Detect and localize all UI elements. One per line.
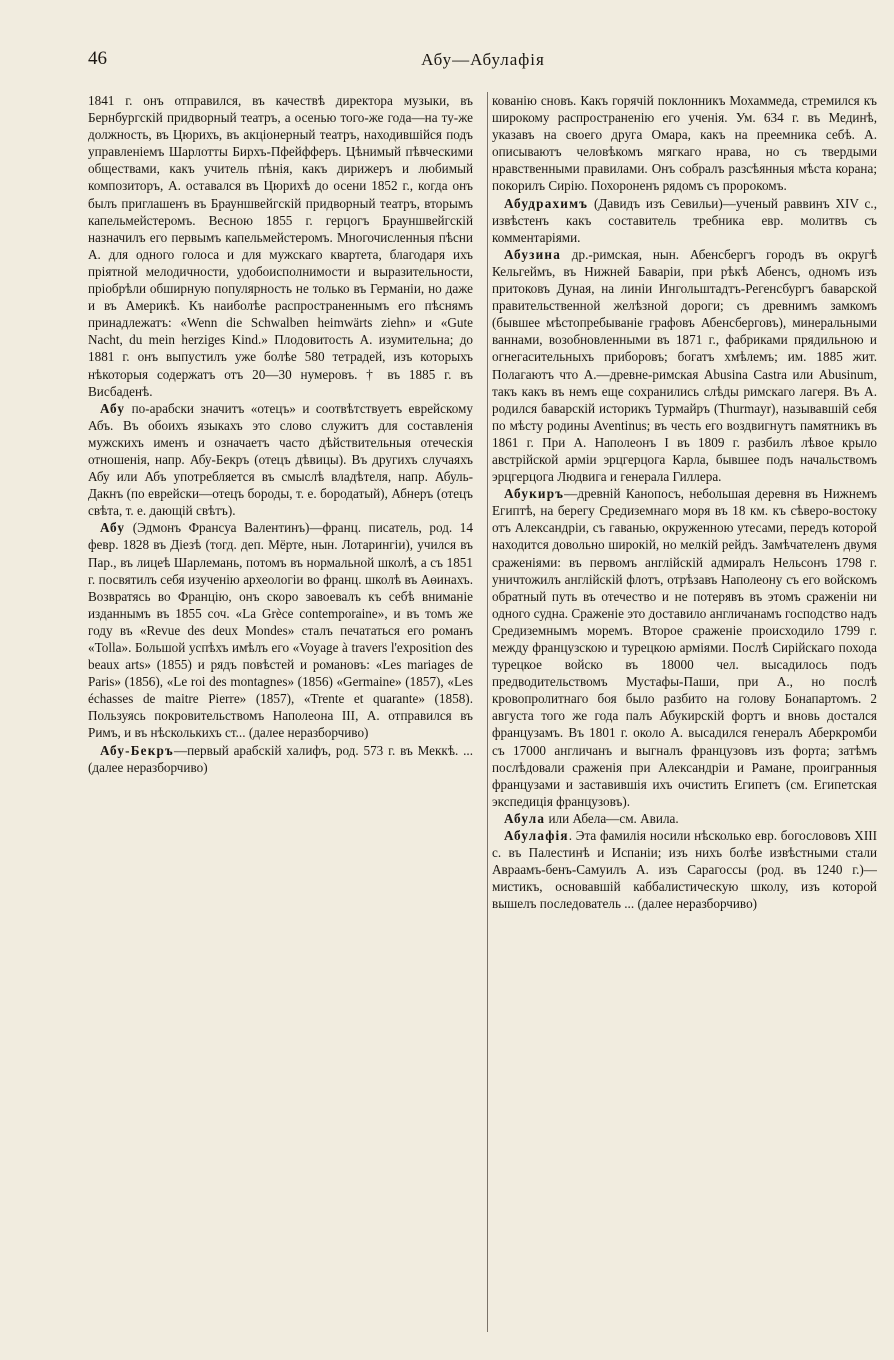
article-continuation [492, 92, 877, 195]
headword: Абулафія [504, 828, 569, 844]
article-entry [88, 742, 473, 776]
left-column [88, 92, 473, 1354]
headword: Абузина [504, 246, 562, 262]
headword: Абу [100, 520, 126, 536]
article-entry [492, 246, 877, 485]
headword: Абу-Бекръ [100, 742, 174, 758]
entry-text: или Абела—см. Авила. [545, 810, 679, 826]
headword: Абу [100, 400, 126, 416]
entry-text: —первый арабскій халифъ, род. 573 г. въ Меккѣ. ... (далее неразборчиво) [88, 742, 473, 775]
page-number: 46 [88, 48, 107, 69]
entry-text: кованію сновъ. Какъ горячій поклонникъ Мохаммеда, стремился къ широкому распространенію его ученія. Ум. 634 г. въ Мединѣ, указавъ на своего друга Омара, какъ на преемника себѣ. А. описываютъ человѣкомъ мягкаго нрава, но съ твердыми нравственными правилами. Онъ собралъ разсѣянныя мѣста корана; покорилъ Сирію. Похороненъ рядомъ съ пророкомъ. [492, 93, 877, 194]
article-entry [492, 810, 877, 827]
entry-text: по-арабски значитъ «отецъ» и соотвѣтствуетъ еврейскому Абъ. Въ обоихъ языкахъ это слово служитъ для составленія мужскихъ именъ и означаетъ часто дѣйствительныя отеческія отношенія, напр. Абу-Бекръ (отецъ дѣвицы). Въ другихъ случаяхъ Абу или Абъ употребляется въ смыслѣ владѣтеля, напр. Абуль-Дакнъ (по еврейски—отецъ бороды, т. е. бородатый), Абнеръ (отецъ свѣта, т. е. дающій свѣтъ). [88, 400, 473, 519]
headword: Абула [504, 810, 546, 826]
article-entry [492, 827, 877, 912]
article-entry [492, 485, 877, 810]
article-entry [88, 519, 473, 741]
article-continuation [88, 92, 473, 400]
running-title: Абу—Абулафія [421, 50, 545, 69]
right-column [492, 92, 877, 1354]
headword: Абукиръ [504, 486, 565, 502]
article-entry [88, 400, 473, 520]
article-entry [492, 195, 877, 246]
entry-text: 1841 г. онъ отправился, въ качествѣ директора музыки, въ Бернбургскій придворный театръ, а осенью того-же года—на ту-же должность, въ Цюрихъ, въ акціонерный театръ, находившійся подъ управленіемъ Шарлотты Бирхъ-Пфейфферъ. Цѣнимый пѣвческими обществами, какъ учитель пѣнія, какъ дирижеръ и любимый композиторъ, А. оставался въ Цюрихѣ до осени 1852 г., когда онъ былъ приглашенъ въ Брауншвейгскій придворный театръ, вторымъ капельмейстеромъ. Весною 1855 г. герцогъ Брауншвейгскій назначилъ его первымъ капельмейстеромъ. Многочисленныя пѣсни А. для одного голоса и для мужскаго квартета, благодаря ихъ пріятной мелодичности, удобоисполнимости и выразительности, пріобрѣли обширную популярность не только въ Германіи, но даже и въ Америкѣ. Къ наиболѣе распространеннымъ его пѣснямъ принадлежатъ: «Wenn die Schwalben heimwärts ziehn» и «Gute Nacht, du mein herziges Kind.» Плодовитость А. изумительна; до 1881 г. онъ выпустилъ уже болѣе 580 тетрадей, изъ которыхъ нѣкоторыя содержатъ отъ 20—30 нумеровъ. † въ 1885 г. въ Висбаденѣ. [88, 93, 473, 399]
headword: Абудрахимъ [504, 195, 589, 211]
column-divider [487, 92, 488, 1332]
entry-text: —древній Канопосъ, небольшая деревня въ Нижнемъ Египтѣ, на берегу Средиземнаго моря въ 18 км. къ сѣверо-востоку отъ Александріи, съ гаванью, окруженною утесами, передъ которой находится довольно широкій, но мелкій рейдъ. Замѣчателенъ двумя сраженіями: въ первомъ англійскій адмиралъ Нельсонъ 1798 г. уничтожилъ англійскій флотъ, отрѣзавъ Наполеону съ его войскомъ обратный путь въ отечество и не потерявъ въ этомъ сраженіи ни одного судна. Сраженіе это доставило англичанамъ господство надъ Средиземнымъ моремъ. Второе сраженіе происходило 1799 г. между французскою и турецкою арміями. Послѣ Сирійскаго похода турецкое войско въ 18000 чел. высадилось подъ предводительствомъ Мустафы-Паши, при А., но послѣ кровопролитнаго боя было разбито на голову Бонапартомъ. 2 августа того же года палъ Абукирскій фортъ и вновь достался французамъ. Въ 1801 г. около А. высадился генералъ Аберкромби съ 17000 англичанъ и выгналъ французовъ изъ форта; затѣмъ послѣдовали сраженія при Александріи и Рамане, проигранныя французами и заставившія ихъ очистить Египетъ (см. Египетская экспедиція французовъ). [492, 486, 877, 809]
entry-text: (Эдмонъ Франсуа Валентинъ)—франц. писатель, род. 14 февр. 1828 въ Діезѣ (тогд. деп. Мёрте, нын. Лотарингіи), учился въ Пар., въ лицеѣ Шарлемань, потомъ въ нормальной школѣ, а съ 1851 г. посвятилъ себя изученію археологіи во франц. школѣ въ Аѳинахъ. Возвратясь во Францію, онъ скоро завоевалъ къ себѣ вниманіе изданнымъ въ 1855 соч. «La Grèce contemporaine», и въ томъ же году въ «Revue des deux Mondes» сталъ печататься его романъ «Tolla». Большой успѣхъ имѣлъ его «Voyage à travers l'exposition des beaux arts» (1855) и рядъ повѣстей и романовъ: «Les mariages de Paris» (1856), «Le roi des montagnes» (1856) «Germaine» (1857), «Les échasses de maitre Pierre» (1857), «Trente et quarante» (1858). Пользуясь покровительствомъ Наполеона III, А. отправился въ Римъ, и въ нѣсколькихъ ст... (далее неразборчиво) [88, 520, 473, 741]
entry-text: др.-римская, нын. Абенсбергъ городъ въ округѣ Кельгеймъ, въ Нижней Баваріи, при рѣкѣ Абенсъ, одномъ изъ притоковъ Дуная, на линіи Ингольштадтъ-Регенсбургъ баварской правительственной желѣзной дороги; съ древнимъ замкомъ (бывшее мѣстопребываніе графовъ Абенсберговъ), минеральными ваннами, возобновленными въ 1871 г., фабриками прядильною и огнегасительныхъ приборовъ; богатъ хмѣлемъ; им. 1885 жит. Полагаютъ что А.—древне-римская Abusina Castra или Abusinum, такъ какъ въ немъ еще сохранились слѣды римскаго лагеря. Въ А. родился баварскій историкъ Турмайръ (Thurmayr), называвшій себя по мѣсту родины Aventinus; въ честь его воздвигнутъ памятникъ въ 1861 г. При А. Наполеонъ I въ 1809 г. разбилъ лѣвое крыло австрійской арміи эрцгерцога Карла, бывшее подъ начальствомъ эрцгерцога Людвига и генерала Гиллера. [492, 246, 877, 485]
page-header [88, 48, 878, 76]
entry-text: . Эта фамилія носили нѣсколько евр. богослововъ XIII с. въ Палестинѣ и Испаніи; изъ нихъ болѣе извѣстными стали Авраамъ-бенъ-Самуилъ А. изъ Сарагоссы (род. въ 1240 г.)—мистикъ, основавшій каббалистическую школу, изъ которой вышелъ последователь ... (далее неразборчиво) [492, 828, 877, 912]
entry-text: (Давидъ изъ Севильи)—ученый раввинъ XIV с., извѣстенъ какъ составитель требника евр. молитвъ съ комментаріями. [492, 195, 877, 245]
